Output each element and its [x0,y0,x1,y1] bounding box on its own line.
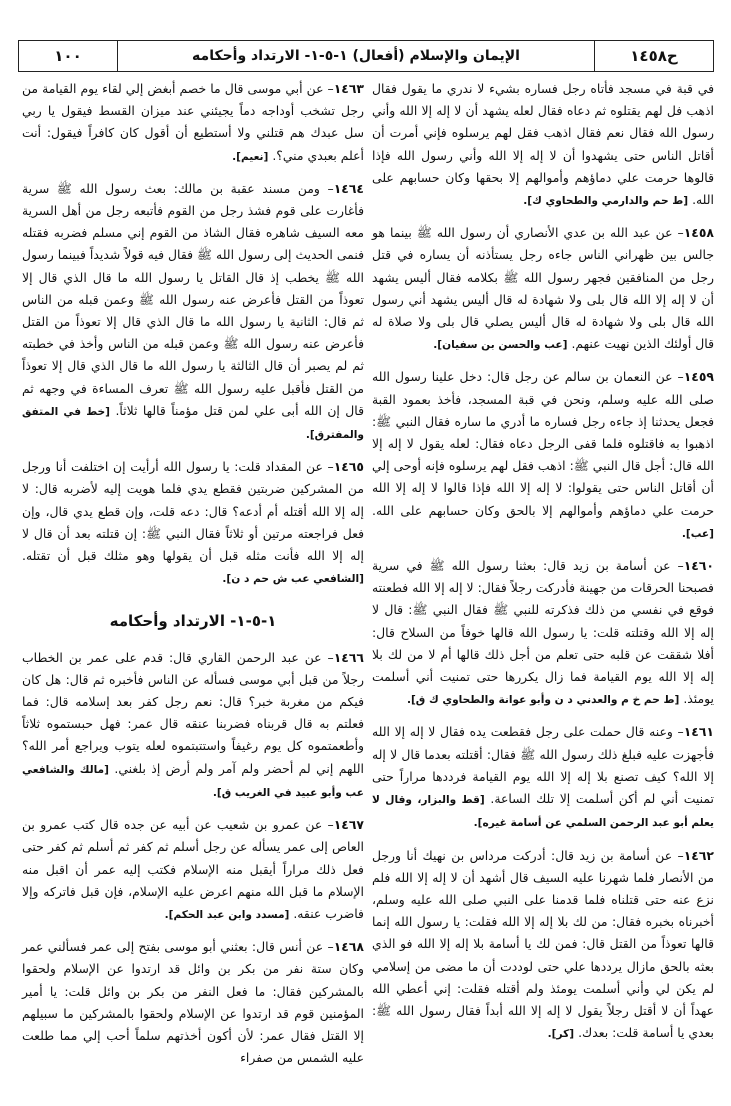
hadith-source: [مالك والشافعي عب وأبو عبيد في الغريب ق]. [22,763,364,799]
hadith-number: ١٤٥٨ [683,225,714,241]
hadith-source: [خط في المتفق والمفترق]. [22,405,364,442]
hadith-source: [عب]. [681,527,714,540]
hadith-entry [372,721,714,834]
left-text-column [22,78,364,1078]
hadith-text: – عن أبي موسى قال ما خصم أبغض إلي لقاء يوم القيامة من رجل تشخب أوداجه دماً يجيئني عند ميزان القسط فيقول يا ربي سل عبدك هم قتلني ولا أستطيع أن أقول كان كافراً فيقول: أنت أعلم بعبدي مني؟. [22,81,364,163]
hadith-text: – عن عبد الله بن عدي الأنصاري أن رسول الله ﷺ بينما هو جالس بين ظهراني الناس جاءه رجل يستأذنه أن يساره في قتل رجل من المنافقين فجهر رسول الله ﷺ بكلامه فقال أليس يشهد أن لا إله إلا الله قال بلى ولا شهادة له قال أليس يشهد أني رسول الله قال بلى ولا شهادة له قال أليس يصلي قال بلى ولا صلاة له قال أولئك الذين نهيت عنهم. [372,225,714,352]
hadith-entry [22,647,364,804]
hadith-entry [372,78,714,212]
hadith-entry [22,78,364,168]
header-chapter-title: الإيمان والإسلام (أفعال) ١-٥-١- الارتداد وأحكامه [117,41,594,71]
hadith-source: [قط والبزار، وقال لا يعلم أبو عبد الرحمن السلمي عن أسامة غيره]. [372,794,714,830]
hadith-number: ١٤٦٨ [333,939,364,955]
hadith-source: [كر]. [547,1028,575,1041]
hadith-text: – عن أنس قال: بعثني أبو موسى بفتح إلى عمر فسألني عمر وكان ستة نفر من بكر بن وائل قد ارتدوا عن الإسلام ولحقوا بالمشركين فقال: ما فعل النفر من بكر بن وائل قلت: يا أمير المؤمنين قوم قد ارتدوا عن الإسلام ولحقوا بالمشركين ما سبيلهم إلا القتل فقال عمر: لأن أكون أخذتهم سلماً أحب إلي مما طلعت عليه الشمس من صفراء [22,939,364,1066]
hadith-entry [22,814,364,926]
hadith-number: ١٤٦٥ [333,459,364,475]
hadith-number: ١٤٦٢ [683,847,714,863]
hadith-text: – عن أسامة بن زيد قال: بعثنا رسول الله ﷺ في سرية فصبحنا الحرقات من جهينة فأدركت رجلاً فقال: لا إله إلا الله فطعنته فوقع في نفسي من ذلك فذكرته للنبي ﷺ فقال النبي ﷺ: قال لا إله إلا الله وقتلته قلت: يا رسول الله قالها خوفاً من السلاح قال: أفلا شققت عن قلبه حتى تعلم من أجل ذلك قالها أم لا من لك بلا إله إلا الله يوم القيامة فما زال يكررها حتى تمنيت أني أسلمت يومئذ. [372,558,714,707]
hadith-entry [372,222,714,356]
hadith-entry [372,845,714,1046]
hadith-text: – عن عبد الرحمن القاري قال: قدم على عمر بن الخطاب رجلاً من قبل أبي موسى فسأله عن الناس فأخبره ثم قال: هل كان فيكم من مغربة خبر؟ قال: نعم رجل كفر بعد إسلامه قال: فما فعلتم به قال قربناه فضربنا عنقه قال عمر: فهل حبستموه ثلاثاً وأطعمتموه كل يوم رغيفاً واستتبتموه لعله يتوب ويراجع أمر الله؟ اللهم إني لم أحضر ولم آمر ولم أرض إذ بلغني. [22,649,364,776]
hadith-number: ١٤٦١ [683,724,714,740]
header-page-number: ١٠٠ [54,47,82,65]
hadith-number: ١٤٥٩ [683,369,714,385]
hadith-entry [372,555,714,711]
hadith-source: [عب والحسن بن سفيان]. [433,339,568,352]
header-hadith-range: ح١٤٥٨ [594,41,713,71]
hadith-text: – وعنه قال حملت على رجل فقطعت يده فقال لا إله إلا الله فأجهزت عليه فبلغ ذلك رسول الله ﷺ فقال: أقتلته بعدما قال لا إله إلا الله؟ كيف تصنع بلا إله إلا الله يوم القيامة فرددها مراراً حتى تمنيت أني لم أكن أسلمت إلا تلك الساعة. [372,724,714,807]
hadith-number: ١٤٦٦ [333,649,364,665]
hadith-text: – ومن مسند عقبة بن مالك: بعث رسول الله ﷺ سرية فأغارت على قوم فشذ رجل من القوم فأتبعه رجل من أهل السرية معه السيف شاهره فقال الشاذ من القوم إني مسلم فضربه فقتله فنمى الحديث إلى رسول الله ﷺ فقال فيه قولاً شديداً فبينما رسول الله ﷺ يخطب إذ قال القاتل يا رسول الله ما قال الذي قال إلا تعوذاً من القتل فأعرض عنه رسول الله ﷺ وعمن قبله من الناس ثم قال: الثانية يا رسول الله ما قال الذي قال إلا تعوذاً من القتل فأعرض عنه رسول الله ﷺ وعمن قبله من الناس وأخذ في خطبته ثم لم يصبر أن قال الثالثة يا رسول الله ما قال الذي قال إلا تعوذاً من القتل فأقبل عليه رسول الله ﷺ تعرف المساءة في وجهه ثم قال إن الله أبى علي لمن قتل مؤمناً قالها ثلاثاً. [22,180,364,418]
right-text-column [372,78,714,1078]
hadith-text: – عن أسامة بن زيد قال: أدركت مرداس بن نهيك أنا ورجل من الأنصار فلما شهرنا عليه السيف قال أشهد أن لا إله إلا الله فلم نزع عنه حتى قتلناه فلما قدمنا على النبي صلى الله عليه وسلم، أخبرناه بخبره فقال: من لك بلا إله إلا الله فقلت: يا رسول الله إنما قالها تعوذاً من القتل قال: فمن لك يا أسامة بلا إله إلا الله فو الذي بعثه بالحق مازال يرددها علي حتى لوددت أن ما مضى من إسلامي لم يكن لي وأني أسلمت يومئذ ولم أقتله فقلت: إني أعطي الله عهداً أن لا أقتل رجلاً يقول لا إله إلا الله أبداً فقال رسول الله ﷺ: بعدي يا أسامة قلت: بعدك. [372,847,714,1041]
hadith-entry [22,936,364,1069]
hadith-source: [نعيم]. [232,150,269,163]
hadith-number: ١٤٦٣ [333,81,364,96]
hadith-text: – عن النعمان بن سالم عن رجل قال: دخل علينا رسول الله صلى الله عليه وسلم، ونحن في قبة المسجد، فأخذ بعمود القبة فجعل يحدثنا إذ جاءه رجل فساره ما أدري ما ساره فقال النبي ﷺ: اذهبوا به فاقتلوه فلما قفى الرجل دعاه فقال: لعله يقول لا إله إلا الله قال: أجل قال النبي ﷺ: اذهب فقل لهم يرسلوه فإنه أوحى إلي أن أقاتل الناس حتى يقولوا: لا إله إلا الله فإذا قالوا لا إله إلا الله حرمت علي دماؤهم وأموالهم إلا بالحق وكان حسابهم على الله. [372,369,714,518]
hadith-number: ١٤٦٧ [333,817,364,833]
hadith-entry [22,178,364,446]
hadith-entry [372,366,714,545]
hadith-number: ١٤٦٤ [333,180,364,196]
hadith-source: [ط حم والدارمي والطحاوي ك]. [523,195,689,208]
hadith-number: ١٤٦٠ [683,558,714,574]
section-heading: ١-٥-١- الارتداد وأحكامه [109,612,277,631]
page-header [18,40,714,72]
hadith-source: [ط حم خ م والعدني د ن وأبو عوانة والطحاوي ك ق]. [406,694,680,707]
hadith-source: [مسدد وابن عبد الحكم]. [164,908,290,921]
hadith-entry [22,456,364,590]
hadith-text: – عن المقداد قلت: يا رسول الله أرأيت إن اختلفت أنا ورجل من المشركين ضربتين فقطع يدي فلما هويت إليه لأضربه قال: لا إله إلا الله أقتله أم أدعه؟ قال: دعه قلت، وإن قطع يدي قال، وإن فعل فراجعته مرتين أو ثلاثاً فقال النبي ﷺ: إن قتلته بعد أن قال لا إله إلا الله فأنت مثله قبل أن يقولها وهو مثلك قبل أن تقتله. [22,459,364,564]
hadith-source: [الشافعي عب ش حم د ن]. [222,573,364,586]
hadith-text: في قبة في مسجد فأتاه رجل فساره بشيء لا ندري ما يقول فقال اذهب فل لهم يقتلوه ثم دعاه فقال لعله يشهد أن لا إله إلا الله وأني رسول الله فقال نعم فقال اذهب فقل لهم يرسلوه فإني أمرت أن أقاتل الناس حتى يشهدوا أن لا إله إلا الله وأني رسول الله فإذا قالوها حرمت علي دماؤهم وأموالهم إلا بحقها وكان حسابهم على الله. [372,81,714,208]
hadith-text: – عن عمرو بن شعيب عن أبيه عن جده قال كتب عمرو بن العاص إلى عمر يسأله عن رجل أسلم ثم كفر ثم أسلم ثم كفر حتى فعل ذلك مراراً أيقبل منه الإسلام فكتب إليه عمر أن اقبل منه الإسلام ما قبل الله منهم اعرض عليه الإسلام، فإن قبل فاتركه وإلا فاضرب عنقه. [22,817,364,921]
